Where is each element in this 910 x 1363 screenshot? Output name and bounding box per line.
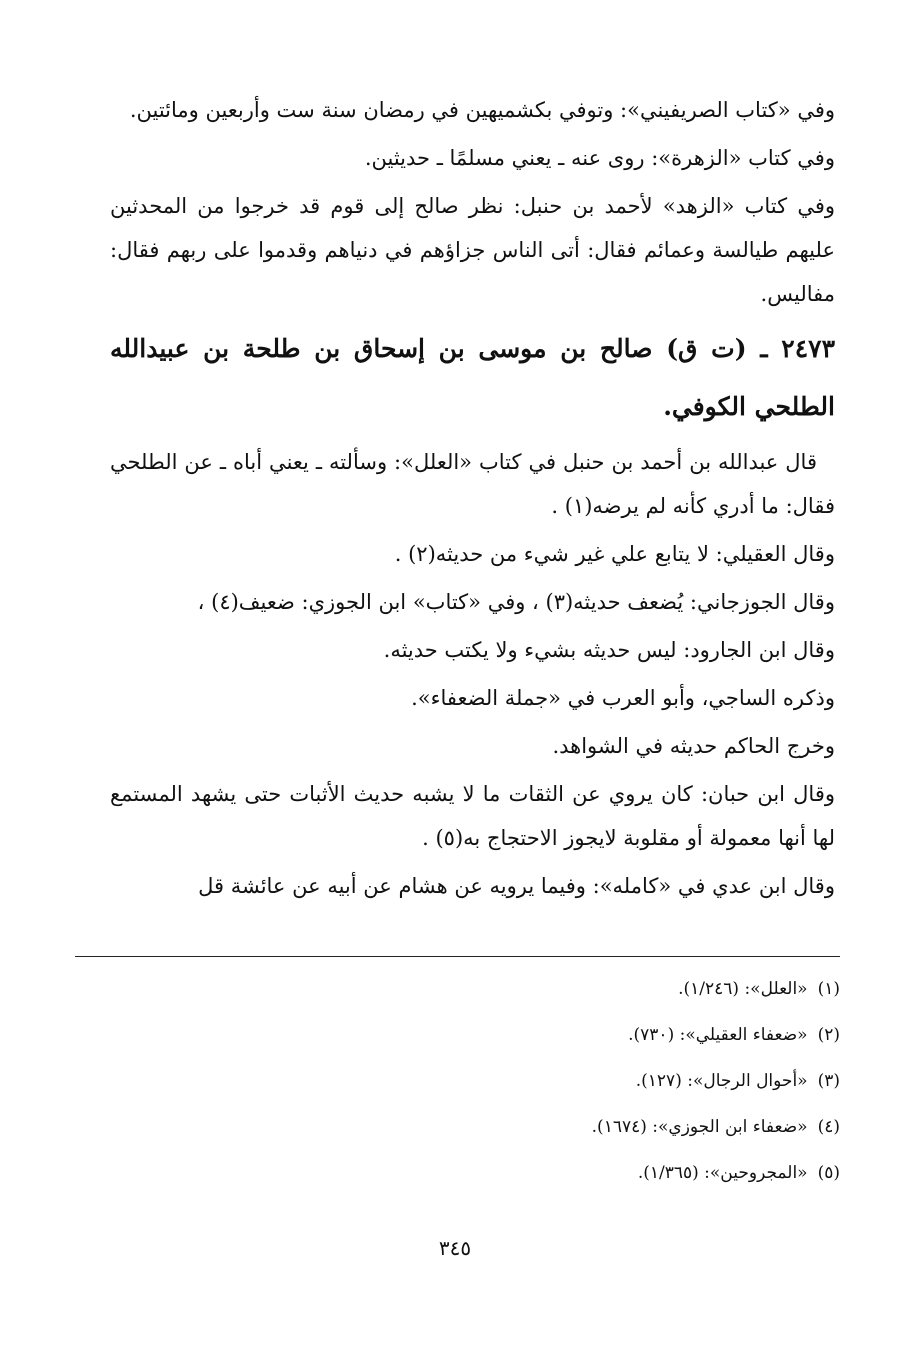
footnote-text: «ضعفاء العقيلي»: (٧٣٠).	[628, 1025, 808, 1045]
footnote-5	[75, 1150, 840, 1196]
paragraph-ibn-jarud: وقال ابن الجارود: ليس حديثه بشيء ولا يكتب حديثه.	[383, 638, 835, 662]
footnote-text: «المجروحين»: (١/٣٦٥).	[637, 1163, 808, 1183]
paragraph-zuhd: وفي كتاب «الزهد» لأحمد بن حنبل: نظر صالح إلى قوم قد خرجوا من المحدثين عليهم طيالسة وعمائم فقال: أتى الناس جزاؤهم في دنياهم وقدموا على ربهم فقال: مفاليس.	[110, 194, 835, 306]
paragraph-zahra: وفي كتاب «الزهرة»: روى عنه ـ يعني مسلمًا ـ حديثين.	[364, 146, 835, 170]
paragraph-ilal: قال عبدالله بن أحمد بن حنبل في كتاب «العلل»: وسألته ـ يعني أباه ـ عن الطلحي فقال: ما أدري كأنه لم يرضه(١) .	[110, 450, 835, 518]
page-number: ٣٤٥	[438, 1236, 472, 1260]
paragraph-uqayli: وقال العقيلي: لا يتابع علي غير شيء من حديثه(٢) .	[394, 542, 835, 566]
paragraph-hakim: وخرج الحاكم حديثه في الشواهد.	[552, 734, 835, 758]
footnote-4	[75, 1104, 840, 1150]
paragraph-ibn-adi: وقال ابن عدي في «كامله»: وفيما يرويه عن هشام عن أبيه عن عائشة قل	[198, 874, 835, 898]
footnote-text: «ضعفاء ابن الجوزي»: (١٦٧٤).	[591, 1117, 808, 1137]
paragraph-saji: وذكره الساجي، وأبو العرب في «جملة الضعفاء».	[411, 686, 835, 710]
footnote-text: «العلل»: (١/٢٤٦).	[678, 979, 808, 999]
footnote-3	[75, 1058, 840, 1104]
footnote-2	[75, 1012, 840, 1058]
paragraph-juzajani: وقال الجوزجاني: يُضعف حديثه(٣) ، وفي «كتاب» ابن الجوزي: ضعيف(٤) ،	[197, 590, 835, 614]
footnote-separator	[75, 956, 840, 957]
footnote-number: (٣)	[817, 1071, 840, 1091]
entry-heading: ٢٤٧٣ ـ (ت ق) صالح بن موسى بن إسحاق بن طلحة بن عبيدالله الطلحي الكوفي.	[110, 334, 835, 421]
footnote-number: (٢)	[817, 1025, 840, 1045]
paragraph-sarifini: وفي «كتاب الصريفيني»: وتوفي بكشميهين في رمضان سنة ست وأربعين ومائتين.	[129, 98, 835, 122]
footnote-1	[75, 966, 840, 1012]
footnote-number: (٥)	[817, 1163, 840, 1183]
footnotes	[75, 966, 840, 1196]
main-text	[110, 88, 835, 912]
footnote-number: (٤)	[817, 1117, 840, 1137]
footnote-number: (١)	[817, 979, 840, 999]
footnote-text: «أحوال الرجال»: (١٢٧).	[635, 1071, 808, 1091]
paragraph-ibn-hibban: وقال ابن حبان: كان يروي عن الثقات ما لا يشبه حديث الأثبات حتى يشهد المستمع لها أنها معمولة أو مقلوبة لايجوز الاحتجاج به(٥) .	[110, 782, 835, 850]
